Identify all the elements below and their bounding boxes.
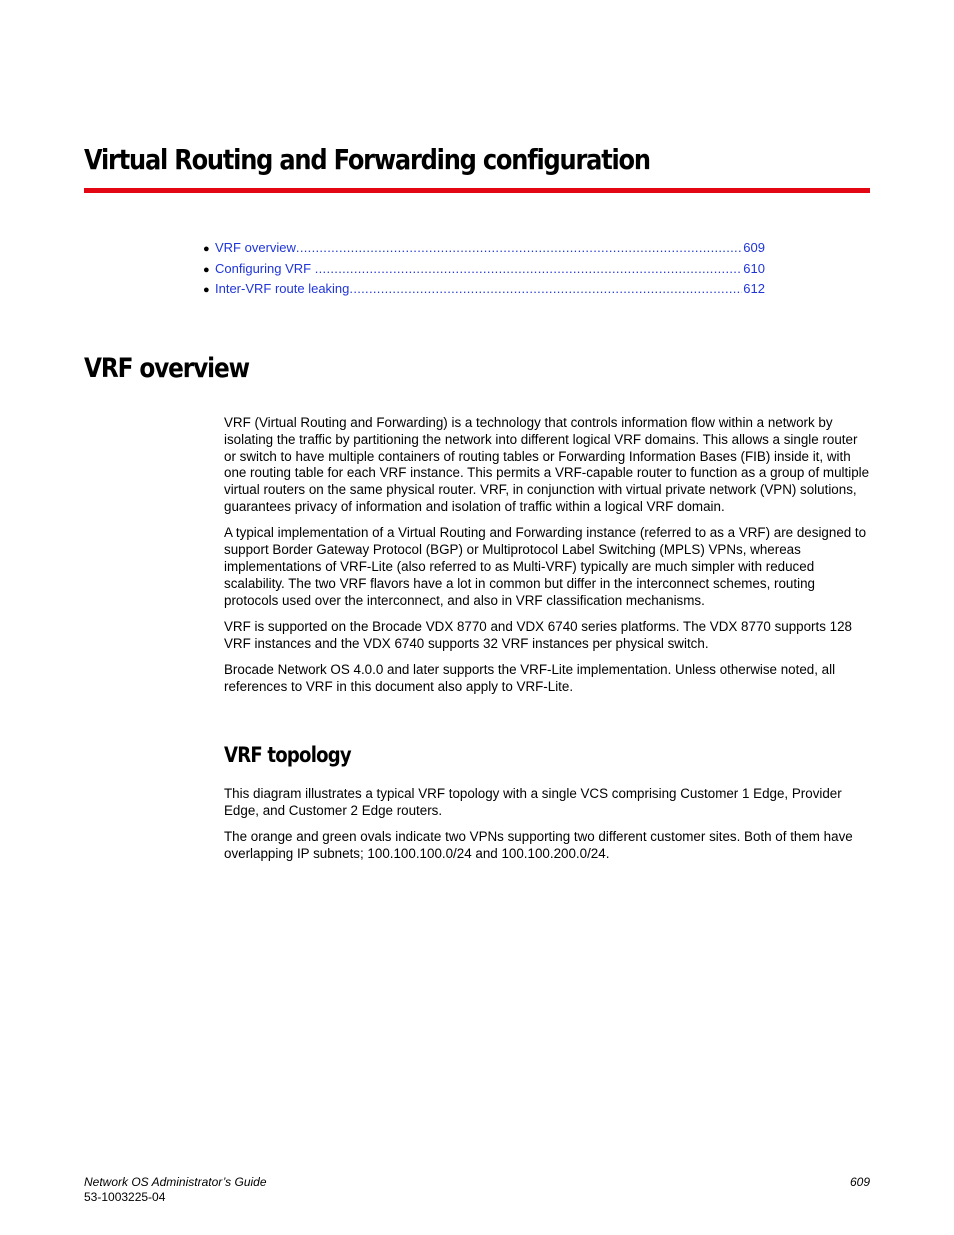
toc-label: VRF overview xyxy=(215,240,296,255)
footer-doc-number: 53-1003225-04 xyxy=(84,1190,166,1204)
toc-bullet: ● xyxy=(203,243,210,255)
toc-leader-dots xyxy=(296,240,742,255)
toc-label: Configuring VRF xyxy=(215,260,315,276)
subsection-title-vrf-topology: VRF topology xyxy=(224,743,351,767)
toc-bullet: ● xyxy=(203,284,210,296)
toc-link-inter-vrf-route-leaking[interactable] xyxy=(215,281,765,296)
toc-link-vrf-overview[interactable] xyxy=(215,240,765,255)
toc-bullet: ● xyxy=(203,263,210,276)
paragraph: VRF (Virtual Routing and Forwarding) is a technology that controls information flow within a network by isolating the traffic by partitioning the network into different logical VRF domains. This allows a single router or switch to have multiple containers of routing tables or Forwarding Information Bases (FIB) inside it, with one routing table for each VRF instance. This permits a VRF-capable router to function as a group of multiple virtual routers on the same physical router. VRF, in conjunction with virtual private network (VPN) solutions, guarantees privacy of information and isolation of traffic within a logical VRF domain. xyxy=(224,415,870,514)
vrf-topology-body xyxy=(224,786,872,872)
toc-label: Inter-VRF route leaking xyxy=(215,281,350,296)
toc-leader-dots xyxy=(315,261,743,276)
toc-item-vrf-overview xyxy=(203,240,765,261)
toc-leader-dots xyxy=(349,281,742,296)
chapter-title: Virtual Routing and Forwarding configuration xyxy=(84,143,650,176)
mini-toc xyxy=(203,240,765,302)
footer-guide-title: Network OS Administrator’s Guide xyxy=(84,1175,267,1189)
toc-page-number: 610 xyxy=(743,260,765,276)
footer-doc-info xyxy=(84,1175,267,1205)
toc-item-inter-vrf-route-leaking xyxy=(203,281,765,302)
section-title-vrf-overview: VRF overview xyxy=(84,353,249,384)
paragraph: This diagram illustrates a typical VRF topology with a single VCS comprising Customer 1 Edge, Provider Edge, and Customer 2 Edge routers. xyxy=(224,786,842,818)
paragraph: VRF is supported on the Brocade VDX 8770 and VDX 6740 series platforms. The VDX 8770 supports 128 VRF instances and the VDX 6740 supports 32 VRF instances per physical switch. xyxy=(224,618,852,651)
paragraph: A typical implementation of a Virtual Routing and Forwarding instance (referred to as a VRF) are designed to support Border Gateway Protocol (BGP) or Multiprotocol Label Switching (MPLS) VPNs, whereas implementations of VRF-Lite (also referred to as Multi-VRF) typically are much simpler with reduced scalability. The two VRF flavors have a lot in common but differ in the interconnect schemes, routing protocols used over the interconnect, and also in VRF classification mechanisms. xyxy=(224,525,867,608)
toc-link-configuring-vrf[interactable] xyxy=(215,261,765,276)
toc-page-number: 612 xyxy=(743,281,765,296)
paragraph: The orange and green ovals indicate two VPNs supporting two different customer sites. Both of them have overlapping IP subnets; 100.100.100.0/24 and 100.100.200.0/24. xyxy=(224,829,853,861)
toc-item-configuring-vrf xyxy=(203,261,765,282)
vrf-overview-body xyxy=(224,415,872,705)
toc-page-number: 609 xyxy=(743,240,765,255)
paragraph: Brocade Network OS 4.0.0 and later supports the VRF-Lite implementation. Unless otherwise noted, all references to VRF in this document also apply to VRF-Lite. xyxy=(224,662,836,694)
title-rule xyxy=(84,188,870,193)
footer-page-number: 609 xyxy=(849,1175,870,1189)
